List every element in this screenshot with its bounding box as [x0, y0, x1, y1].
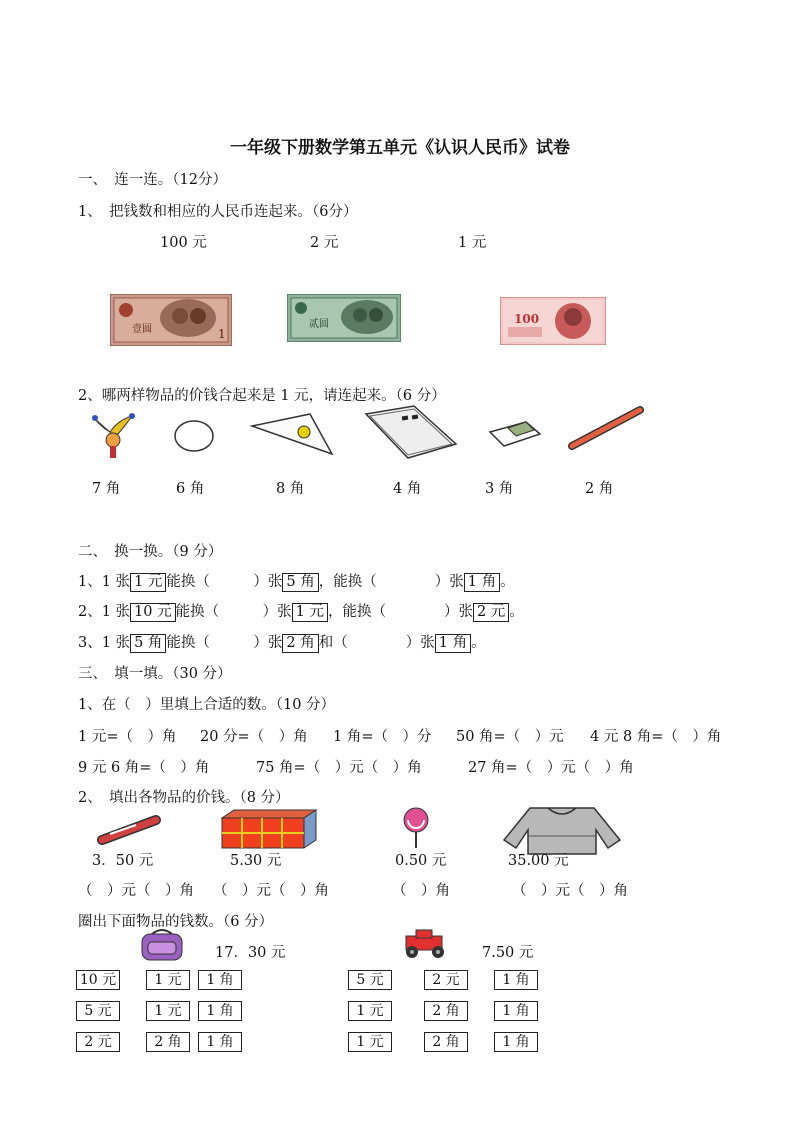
money-option[interactable]: 5 元 — [348, 970, 392, 990]
money-option[interactable]: 1 角 — [198, 1001, 242, 1021]
exchange-row-2: 2、1 张 10 元 能换（ ）张 1 元 ，能换（ ）张 2 元 。 — [78, 604, 524, 620]
exchange-row-3: 3、1 张 5 角 能换（ ）张 2 角 和（ ）张 1 角 。 — [78, 635, 486, 651]
section-2-heading: 二、 换一换。（9 分） — [78, 544, 223, 560]
money-box: 2 角 — [282, 634, 318, 653]
page-title: 一年级下册数学第五单元《认识人民币》试卷 — [230, 138, 570, 158]
money-option[interactable]: 1 元 — [348, 1001, 392, 1021]
banknote-1-yuan — [110, 294, 232, 346]
money-option[interactable]: 2 角 — [146, 1032, 190, 1052]
money-box: 5 角 — [130, 634, 166, 653]
price-label: 8 角 — [276, 481, 305, 497]
money-option[interactable]: 5 元 — [76, 1001, 120, 1021]
ball-icon — [172, 418, 216, 454]
price-label: 7 角 — [92, 481, 121, 497]
price-label: 6 角 — [176, 481, 205, 497]
fill-item: 1 角=（ ）分 — [333, 729, 432, 745]
amount-1-yuan: 1 元 — [458, 235, 487, 251]
money-box: 1 元 — [130, 573, 166, 592]
price-label: 4 角 — [393, 481, 422, 497]
pencil-box-icon — [220, 808, 318, 850]
section-1-heading: 一、 连一连。（12分） — [78, 172, 227, 188]
backpack-icon — [136, 926, 188, 964]
triangle-ruler-icon — [248, 410, 338, 456]
banknote-100-yuan-label: 100 — [514, 312, 540, 326]
item-price: 0.50 元 — [395, 853, 447, 869]
amount-2-yuan: 2 元 — [310, 235, 339, 251]
pen-icon — [96, 812, 164, 846]
fill-item: 1 元=（ ）角 — [78, 729, 177, 745]
section-3-heading: 三、 填一填。（30 分） — [78, 666, 232, 682]
item-price-backpack: 17．30 元 — [215, 945, 286, 961]
money-box: 2 元 — [473, 603, 509, 622]
price-label: 2 角 — [585, 481, 614, 497]
banknote-2-yuan — [287, 294, 401, 342]
fill-item: 20 分=（ ）角 — [200, 729, 308, 745]
money-option[interactable]: 1 角 — [494, 970, 538, 990]
item-price: 3．50 元 — [92, 853, 154, 869]
fill-item: 75 角=（ ）元（ ）角 — [256, 760, 422, 776]
item-price: 5.30 元 — [230, 853, 282, 869]
fill-item: 9 元 6 角=（ ）角 — [78, 760, 210, 776]
money-option[interactable]: 10 元 — [76, 970, 120, 990]
money-option[interactable]: 2 角 — [424, 1001, 468, 1021]
banknote-2-yuan-label: 贰圆 — [309, 319, 329, 330]
amount-100-yuan: 100 元 — [160, 235, 207, 251]
question-1-2: 2、哪两样物品的价钱合起来是 1 元，请连起来。（6 分） — [78, 388, 446, 404]
money-option[interactable]: 1 角 — [494, 1032, 538, 1052]
money-box: 1 元 — [292, 603, 328, 622]
money-option[interactable]: 2 元 — [424, 970, 468, 990]
money-option[interactable]: 1 元 — [146, 970, 190, 990]
price-label: 3 角 — [485, 481, 514, 497]
item-price: 35.00 元 — [508, 853, 569, 869]
toy-jester-icon — [88, 410, 138, 460]
money-box: 1 角 — [435, 634, 471, 653]
money-box: 1 角 — [464, 573, 500, 592]
fill-item: 27 角=（ ）元（ ）角 — [468, 760, 634, 776]
money-option[interactable]: 1 角 — [198, 1032, 242, 1052]
question-3-3: 圈出下面物品的钱数。（6 分） — [78, 914, 274, 930]
answer-blank: （ ）角 — [392, 883, 450, 899]
money-option[interactable]: 1 角 — [494, 1001, 538, 1021]
banknote-1-yuan-label: 壹圆 — [132, 324, 152, 335]
question-3-1: 1、在（ ）里填上合适的数。（10 分） — [78, 697, 336, 713]
answer-blank: （ ）元（ ）角 — [512, 883, 628, 899]
eraser-icon — [486, 418, 544, 450]
fill-item: 50 角=（ ）元 — [456, 729, 564, 745]
exchange-row-1: 1、1 张 1 元 能换（ ）张 5 角 ，能换（ ）张 1 角 。 — [78, 574, 515, 590]
money-box: 5 角 — [282, 573, 318, 592]
money-option[interactable]: 1 元 — [146, 1001, 190, 1021]
money-option[interactable]: 2 元 — [76, 1032, 120, 1052]
item-price-car: 7.50 元 — [482, 945, 534, 961]
notebook-icon — [362, 404, 458, 460]
lollipop-icon — [394, 806, 438, 848]
toy-car-icon — [398, 926, 454, 962]
question-1-1: 1、 把钱数和相应的人民币连起来。（6分） — [78, 204, 358, 220]
svg-text:1: 1 — [218, 327, 226, 341]
money-option[interactable]: 1 元 — [348, 1032, 392, 1052]
answer-blank: （ ）元（ ）角 — [213, 883, 329, 899]
money-option[interactable]: 2 角 — [424, 1032, 468, 1052]
question-3-2: 2、 填出各物品的价钱。（8 分） — [78, 790, 290, 806]
money-option[interactable]: 1 角 — [198, 970, 242, 990]
banknote-100-yuan — [500, 297, 606, 345]
answer-blank: （ ）元（ ）角 — [78, 883, 194, 899]
pencil-icon — [566, 404, 646, 450]
money-box: 10 元 — [130, 603, 176, 622]
fill-item: 4 元 8 角=（ ）角 — [590, 729, 722, 745]
